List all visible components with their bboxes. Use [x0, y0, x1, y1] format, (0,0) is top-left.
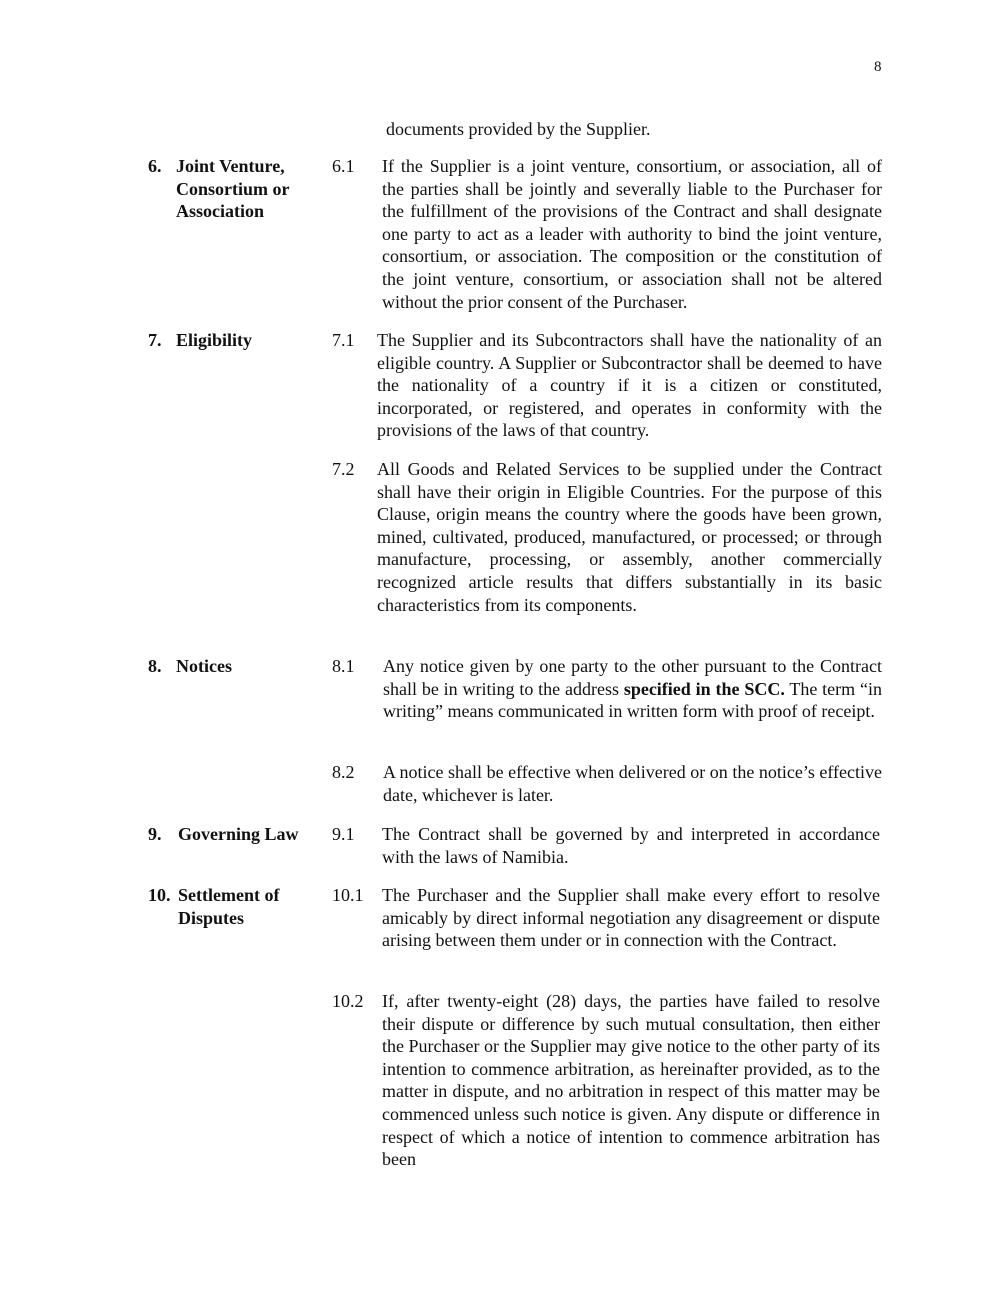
subclause-number: 9.1 — [332, 824, 355, 844]
subclause-text: If the Supplier is a joint venture, consortium, or association, all of the parties shall be jointly and severally liable to the Purchaser for the fulfillment of the provisions of the Contract and shall designate one party to act as a leader with authority to bind the joint venture, consortium, or association. The composition or the constitution of the joint venture, consortium, or association shall not be altered without the prior consent of the Purchaser. — [382, 156, 882, 312]
clause-title: Notices — [176, 656, 232, 676]
clause-number: 6. — [148, 156, 162, 176]
clause-title: Governing Law — [178, 824, 299, 844]
clause-heading-joint-venture — [148, 155, 318, 223]
subclause-text: The Contract shall be governed by and interpreted in accordance with the laws of Namibia. — [382, 824, 880, 867]
clause-title: Joint Venture, Consortium or Association — [176, 156, 290, 222]
clause-title: Eligibility — [176, 330, 253, 350]
clause-heading-governing-law — [148, 823, 328, 846]
subclause-number: 10.1 — [332, 885, 364, 905]
subclause-text: All Goods and Related Services to be supplied under the Contract shall have their origin in Eligible Countries. For the purpose of this Clause, origin means the country where the goods have been grown, mined, cultivated, produced, manufactured, or processed; or through manufacture, processing, or assembly, another commercially recognized article results that differs substantially in its basic characteristics from its components. — [377, 459, 882, 615]
subclause-text: Any notice given by one party to the other pursuant to the Contract shall be in writing to the address specified in the SCC. The term “in writing” means communicated in written form with proof of receipt. — [383, 656, 882, 722]
subclause-text: The Supplier and its Subcontractors shall have the nationality of an eligible country. A Supplier or Subcontractor shall be deemed to have the nationality of a country if it is a citizen or constituted, incorporated, or registered, and operates in conformity with the provisions of the laws of that country. — [377, 330, 882, 441]
clause-number: 9. — [148, 824, 162, 844]
subclause-number: 7.1 — [332, 330, 355, 350]
subclause-number: 8.2 — [332, 762, 355, 782]
subclause-text: If, after twenty-eight (28) days, the parties have failed to resolve their dispute or difference by such mutual consultation, then either the Purchaser or the Supplier may give notice to the other party of its intention to commence arbitration, as hereinafter provided, as to the matter in dispute, and no arbitration in respect of this matter may be commenced unless such notice is given. Any dispute or difference in respect of which a notice of intention to commence arbitration has been — [382, 991, 880, 1170]
clause-title: Settlement of Disputes — [178, 885, 280, 928]
subclause-number: 8.1 — [332, 656, 355, 676]
clause-number: 8. — [148, 656, 162, 676]
clause-heading-notices — [148, 655, 318, 678]
page-number: 8 — [874, 59, 882, 75]
clause-number: 7. — [148, 330, 162, 350]
subclause-number: 10.2 — [332, 991, 364, 1011]
subclause-number: 6.1 — [332, 156, 355, 176]
intro-line: documents provided by the Supplier. — [386, 119, 651, 139]
clause-heading-eligibility — [148, 329, 318, 352]
subclause-text: A notice shall be effective when delivered or on the notice’s effective date, whichever is later. — [383, 762, 882, 805]
subclause-number: 7.2 — [332, 459, 355, 479]
subclause-text: The Purchaser and the Supplier shall make every effort to resolve amicably by direct informal negotiation any disagreement or dispute arising between them under or in connection with the Contract. — [382, 885, 880, 951]
bold-reference: specified in the SCC. — [623, 678, 785, 699]
clause-number: 10. — [148, 885, 171, 905]
clause-heading-settlement-of-disputes — [148, 884, 318, 929]
